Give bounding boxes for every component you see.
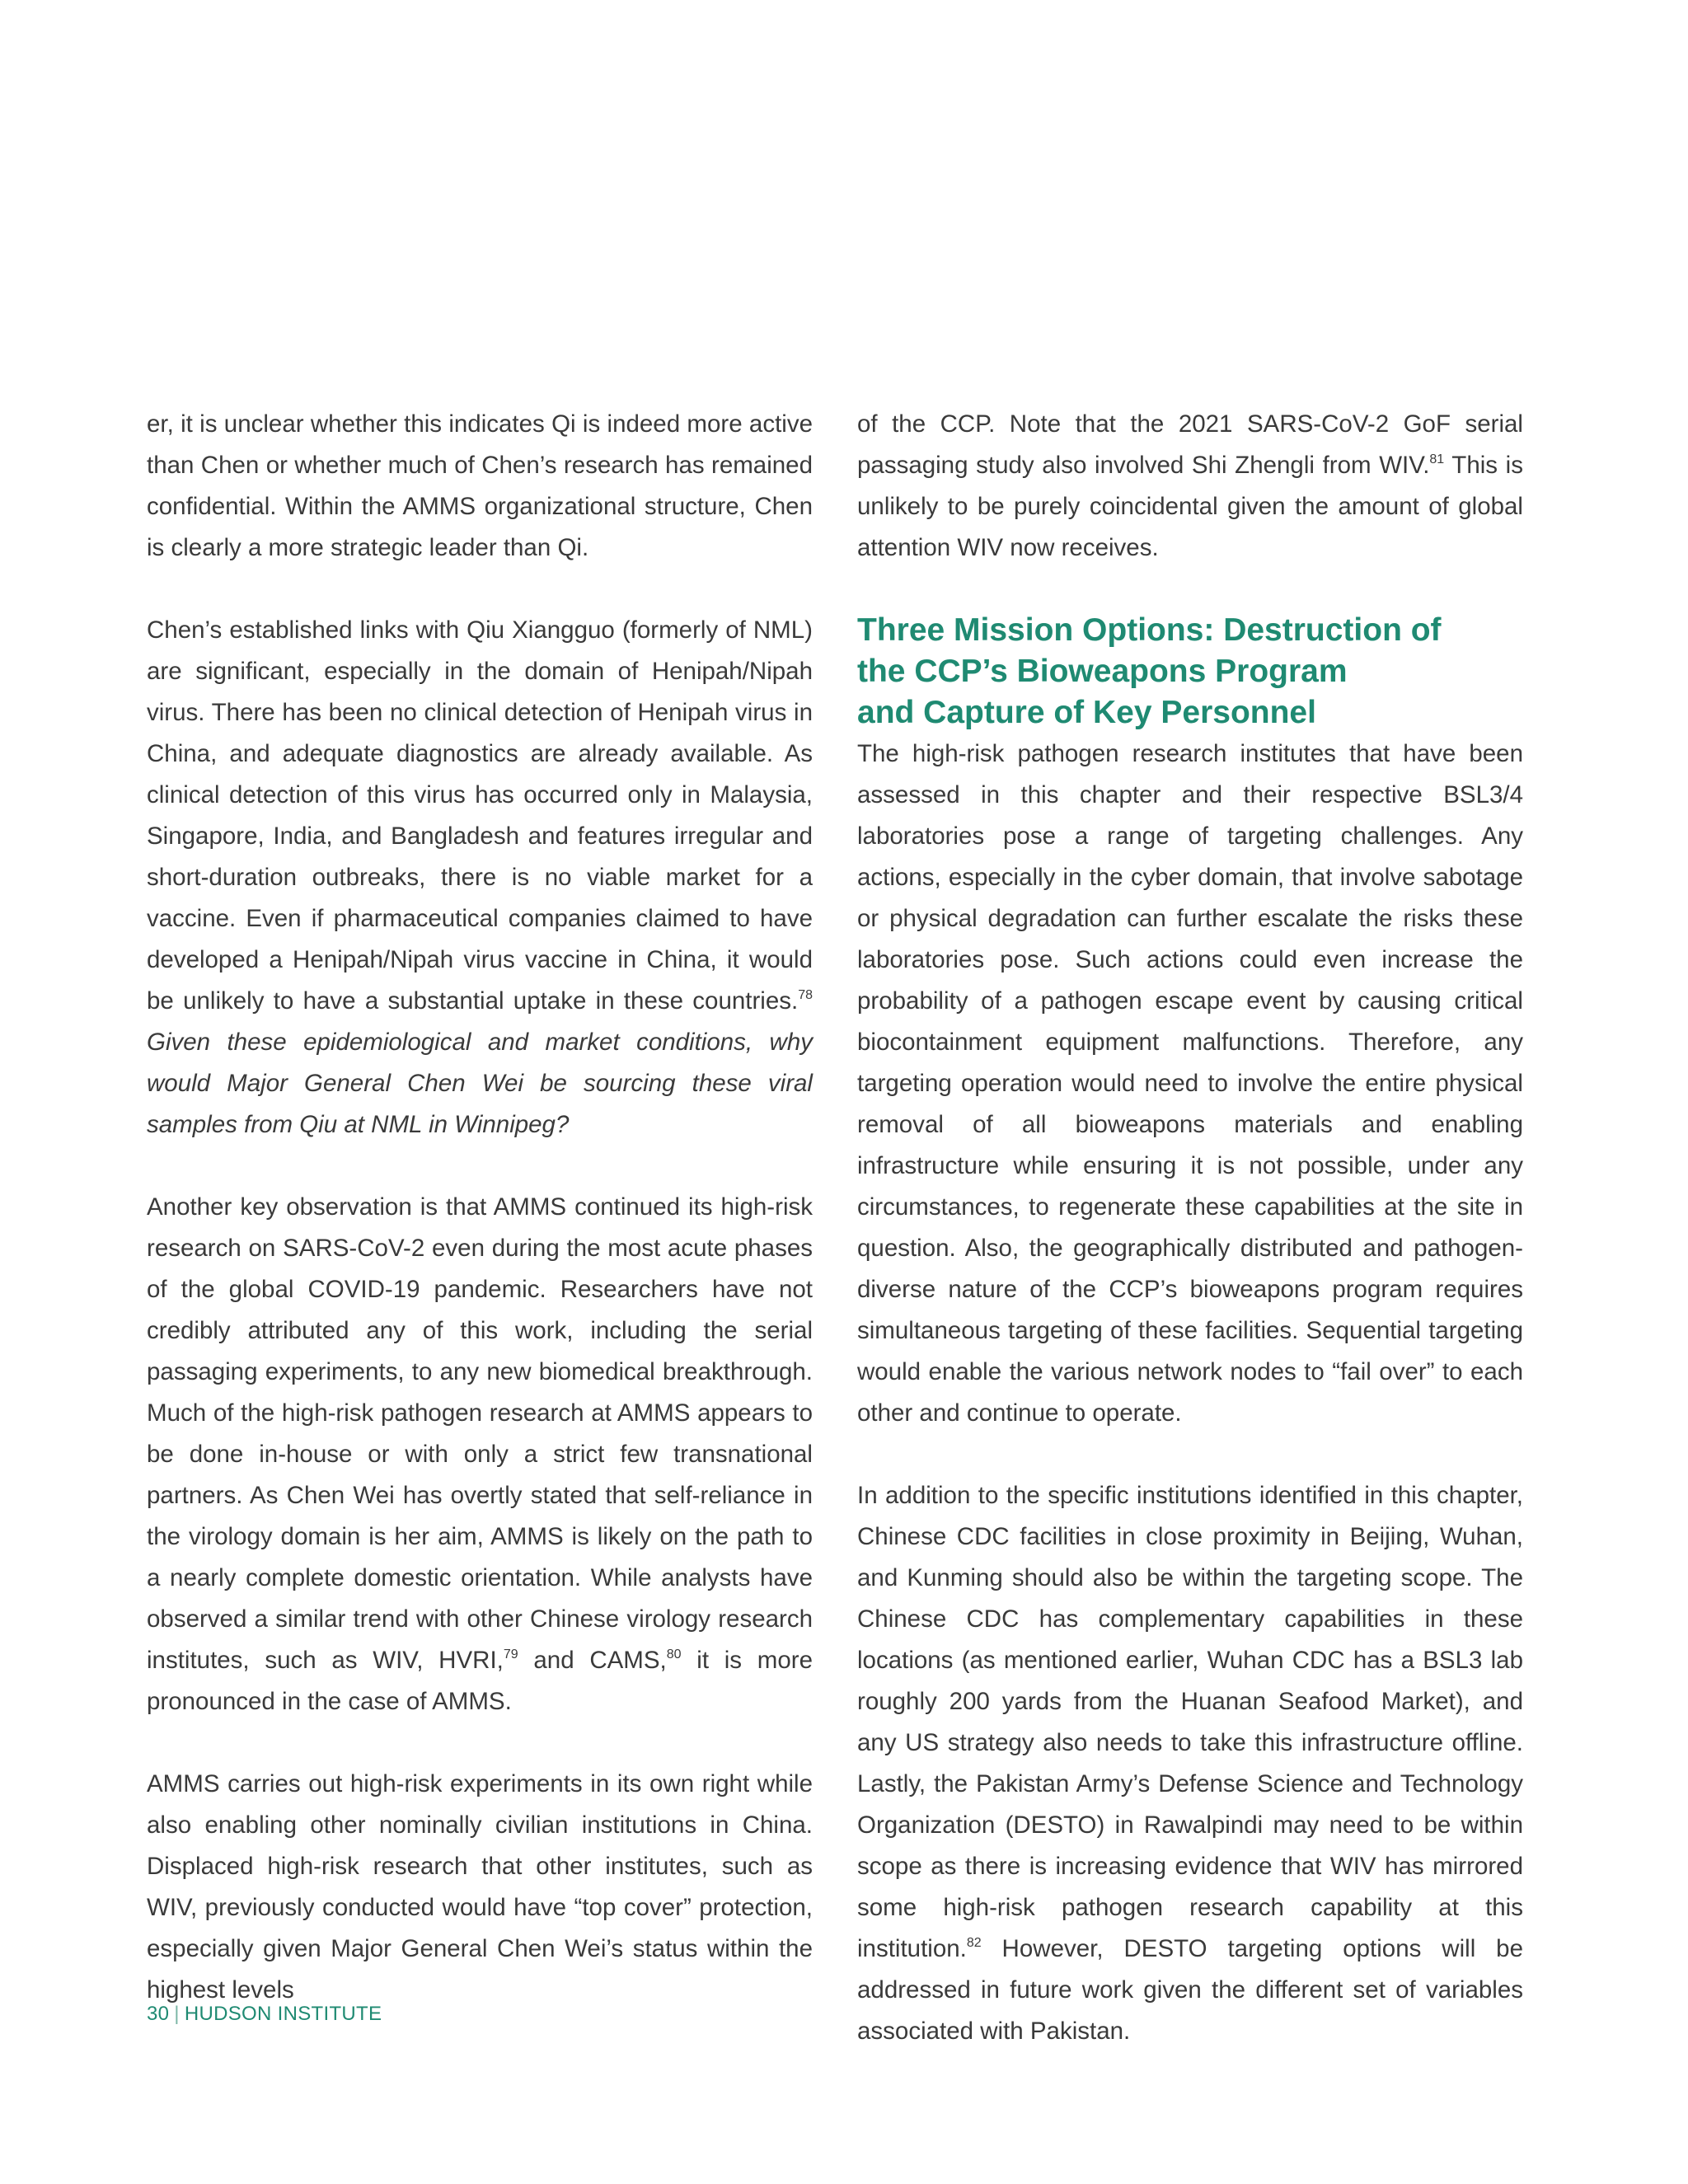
paragraph-ccp-gof-study [857, 404, 1523, 569]
paragraph-text: However, DESTO targeting options will be addressed in future work given the different set of variables associated with Pakistan. [857, 1935, 1523, 2045]
paragraph-text: it is more pronounced in the case of AMMS. [147, 1647, 813, 1715]
section-heading [857, 610, 1523, 733]
paragraph-text: Another key observation is that AMMS continued its high-risk research on SARS-CoV-2 even during the most acute phases of the global COVID-19 pandemic. Researchers have not credibly attributed any of this work, including the serial passaging experiments, to any new biomedical breakthrough. Much of the high-risk pathogen research at AMMS appears to be done in-house or with only a strict few transnational partners. As Chen Wei has overtly stated that self-reliance in the virology domain is her aim, AMMS is likely on the path to a nearly complete domestic orientation. While analysts have observed a similar trend with other Chinese virology research institutes, such as WIV, HVRI, [147, 1193, 813, 1674]
left-column [147, 404, 813, 2011]
page-number: 30 [147, 2003, 170, 2025]
footnote-ref-81: 81 [1429, 452, 1445, 466]
heading-line: Three Mission Options: Destruction of [857, 612, 1442, 648]
footnote-ref-79: 79 [503, 1647, 518, 1661]
paragraph-qi-chen-comparison: er, it is unclear whether this indicates Qi is indeed more active than Chen or whether much of Chen’s research has remained confidential. Within the AMMS organizational structure, Chen is clearly a more strategic leader than Qi. [147, 410, 813, 561]
paragraph-text: and CAMS, [518, 1647, 667, 1674]
footnote-ref-80: 80 [666, 1647, 682, 1661]
paragraph-top-cover: AMMS carries out high-risk experiments in its own right while also enabling other nominally civilian institutions in China. Displaced high-risk research that other institutes, such as WIV, previously conducted would have “top cover” protection, especially given Major General Chen Wei’s status within the highest levels [147, 1770, 813, 2004]
paragraph-text: of the CCP. Note that the 2021 SARS-CoV-2 GoF serial passaging study also involved Shi Zhengli from WIV. [857, 410, 1523, 479]
paragraph-sars-cov-2-research [147, 1187, 813, 1722]
footer-separator: | [174, 2003, 180, 2025]
footnote-ref-82: 82 [966, 1936, 982, 1950]
italic-question: Given these epidemiological and market conditions, why would Major General Chen Wei be sourcing these viral samples from Qiu at NML in Winnipeg? [147, 1029, 813, 1138]
right-column [857, 404, 1523, 2052]
paragraph-cdc-desto [857, 1475, 1523, 2052]
paragraph-text: This is unlikely to be purely coincidental given the amount of global attention WIV now receives. [857, 452, 1523, 561]
paragraph-targeting-challenges: The high-risk pathogen research institutes that have been assessed in this chapter and their respective BSL3/4 laboratories pose a range of targeting challenges. Any actions, especially in the cyber domain, that involve sabotage or physical degradation can further escalate the risks these laboratories pose. Such actions could even increase the probability of a pathogen escape event by causing critical biocontainment equipment malfunctions. Therefore, any targeting operation would need to involve the entire physical removal of all bioweapons materials and enabling infrastructure while ensuring it is not possible, under any circumstances, to regenerate these capabilities at the site in question. Also, the geographically distributed and pathogen-diverse nature of the CCP’s bioweapons program requires simultaneous targeting of these facilities. Sequential targeting would enable the various network nodes to “fail over” to each other and continue to operate. [857, 740, 1523, 1427]
paragraph-text: Chen’s established links with Qiu Xiangguo (formerly of NML) are significant, especially in the domain of Henipah/Nipah virus. There has been no clinical detection of Henipah virus in China, and adequate diagnostics are already available. As clinical detection of this virus has occurred only in Malaysia, Singapore, India, and Bangladesh and features irregular and short-duration outbreaks, there is no viable market for a vaccine. Even if pharmaceutical companies claimed to have developed a Henipah/Nipah virus vaccine in China, it would be unlikely to have a substantial uptake in these countries. [147, 616, 813, 1015]
heading-line: the CCP’s Bioweapons Program [857, 654, 1348, 689]
page-footer [147, 2003, 382, 2026]
publisher-name: HUDSON INSTITUTE [184, 2003, 382, 2025]
footnote-ref-78: 78 [798, 988, 813, 1002]
paragraph-henipah-nipah [147, 610, 813, 1146]
heading-line: and Capture of Key Personnel [857, 695, 1316, 730]
paragraph-text: In addition to the specific institutions identified in this chapter, Chinese CDC facilities in close proximity in Beijing, Wuhan, and Kunming should also be within the targeting scope. The Chinese CDC has complementary capabilities in these locations (as mentioned earlier, Wuhan CDC has a BSL3 lab roughly 200 yards from the Huanan Seafood Market), and any US strategy also needs to take this infrastructure offline. Lastly, the Pakistan Army’s Defense Science and Technology Organization (DESTO) in Rawalpindi may need to be within scope as there is increasing evidence that WIV has mirrored some high-risk pathogen research capability at this institution. [857, 1482, 1523, 1962]
